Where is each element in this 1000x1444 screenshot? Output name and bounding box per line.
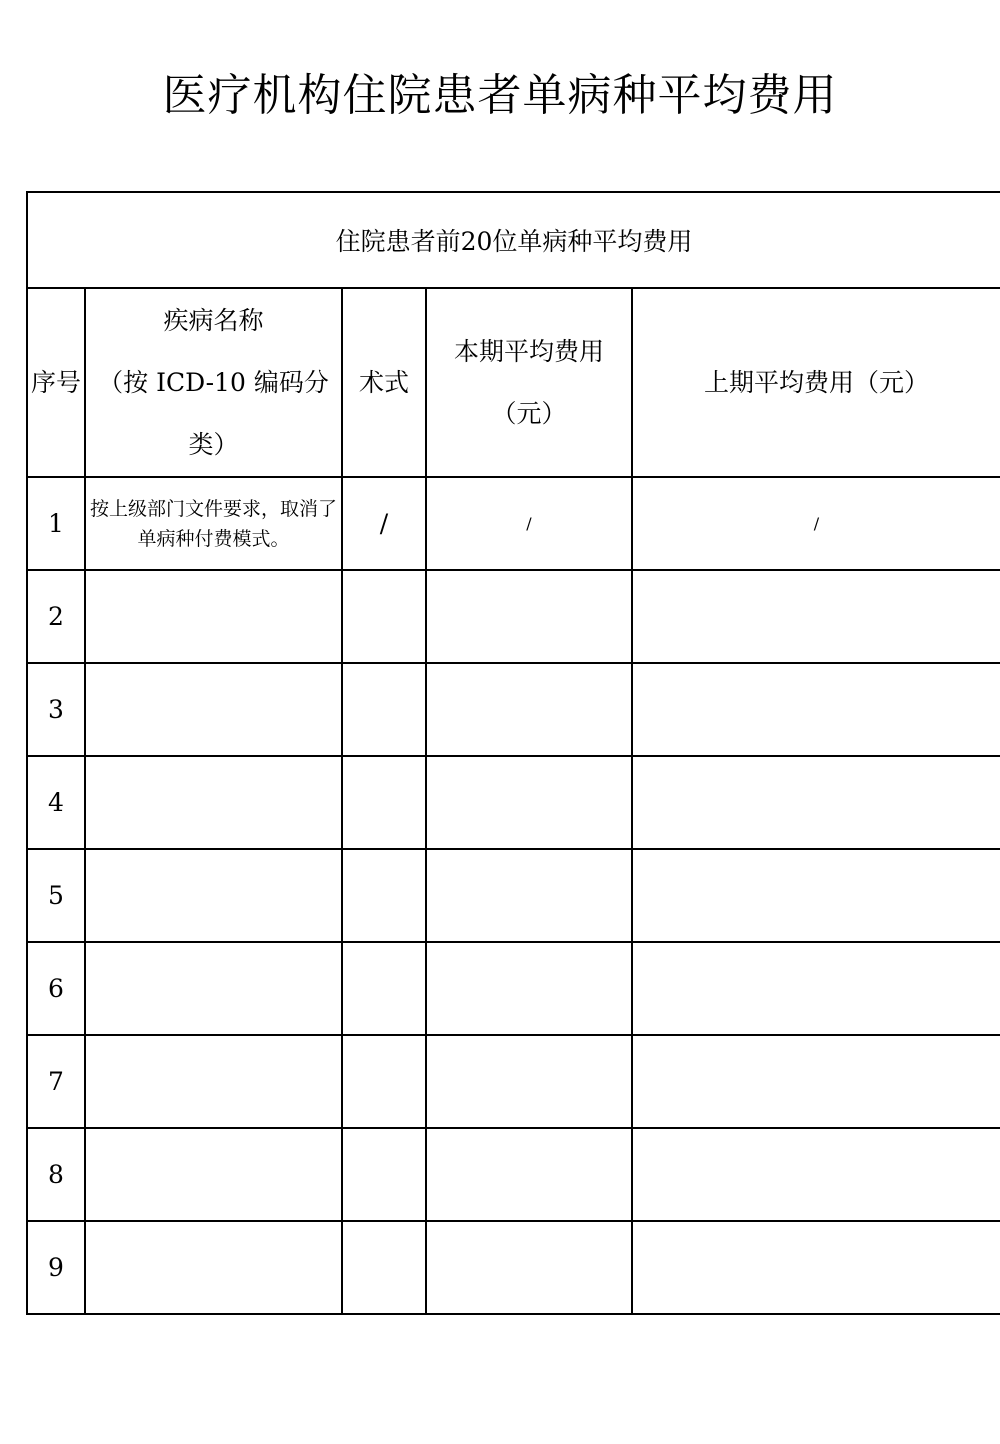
row-current-avg <box>426 756 632 849</box>
row-previous-avg <box>632 849 1000 942</box>
table-row <box>27 1128 1000 1221</box>
header-current-avg-line-2: （元） <box>491 398 567 428</box>
row-seq: 4 <box>27 756 85 849</box>
row-disease-name <box>85 849 342 942</box>
row-disease-name <box>85 756 342 849</box>
page-title: 医疗机构住院患者单病种平均费用 <box>162 70 838 121</box>
row-procedure <box>342 570 426 663</box>
row-seq: 3 <box>27 663 85 756</box>
row-previous-avg <box>632 570 1000 663</box>
table-row <box>27 942 1000 1035</box>
table-caption: 住院患者前20位单病种平均费用 <box>27 192 1000 288</box>
header-current-avg-line-1: 本期平均费用 <box>453 336 604 366</box>
row-procedure <box>342 1128 426 1221</box>
row-disease-name <box>85 1035 342 1128</box>
row-current-avg <box>426 942 632 1035</box>
row-disease-name <box>85 942 342 1035</box>
row-current-avg: / <box>426 477 632 570</box>
row-current-avg <box>426 570 632 663</box>
row-previous-avg: / <box>632 477 1000 570</box>
header-disease-name-line-2: （按 ICD-10 编码分 <box>98 367 329 397</box>
row-seq: 7 <box>27 1035 85 1128</box>
header-row <box>27 288 1000 477</box>
header-disease-name-line-1: 疾病名称 <box>163 305 264 335</box>
fee-table <box>26 191 1000 1315</box>
row-seq: 5 <box>27 849 85 942</box>
row-procedure <box>342 849 426 942</box>
row-current-avg <box>426 849 632 942</box>
row-procedure <box>342 663 426 756</box>
row-seq: 6 <box>27 942 85 1035</box>
row-seq: 1 <box>27 477 85 570</box>
header-previous-avg: 上期平均费用（元） <box>632 288 1000 477</box>
row-previous-avg <box>632 1221 1000 1314</box>
row-procedure <box>342 942 426 1035</box>
table-row <box>27 1221 1000 1314</box>
row-disease-name: 按上级部门文件要求，取消了单病种付费模式。 <box>85 477 342 570</box>
header-disease-name <box>85 288 342 477</box>
table-row <box>27 477 1000 570</box>
row-seq: 9 <box>27 1221 85 1314</box>
row-disease-name <box>85 663 342 756</box>
row-seq: 8 <box>27 1128 85 1221</box>
header-procedure: 术式 <box>342 288 426 477</box>
row-seq: 2 <box>27 570 85 663</box>
table-row <box>27 849 1000 942</box>
caption-row <box>27 192 1000 288</box>
row-previous-avg <box>632 756 1000 849</box>
header-disease-name-line-3: 类） <box>188 429 239 459</box>
header-current-avg <box>426 288 632 477</box>
table-row <box>27 1035 1000 1128</box>
row-disease-name <box>85 1221 342 1314</box>
row-previous-avg <box>632 942 1000 1035</box>
row-current-avg <box>426 1221 632 1314</box>
row-procedure <box>342 756 426 849</box>
row-current-avg <box>426 1035 632 1128</box>
table-row <box>27 756 1000 849</box>
row-disease-name <box>85 570 342 663</box>
row-current-avg <box>426 663 632 756</box>
header-seq: 序号 <box>27 288 85 477</box>
table-row <box>27 570 1000 663</box>
row-previous-avg <box>632 663 1000 756</box>
row-procedure <box>342 1035 426 1128</box>
row-disease-name <box>85 1128 342 1221</box>
row-current-avg <box>426 1128 632 1221</box>
row-previous-avg <box>632 1128 1000 1221</box>
row-procedure: / <box>342 477 426 570</box>
row-procedure <box>342 1221 426 1314</box>
table-row <box>27 663 1000 756</box>
row-previous-avg <box>632 1035 1000 1128</box>
